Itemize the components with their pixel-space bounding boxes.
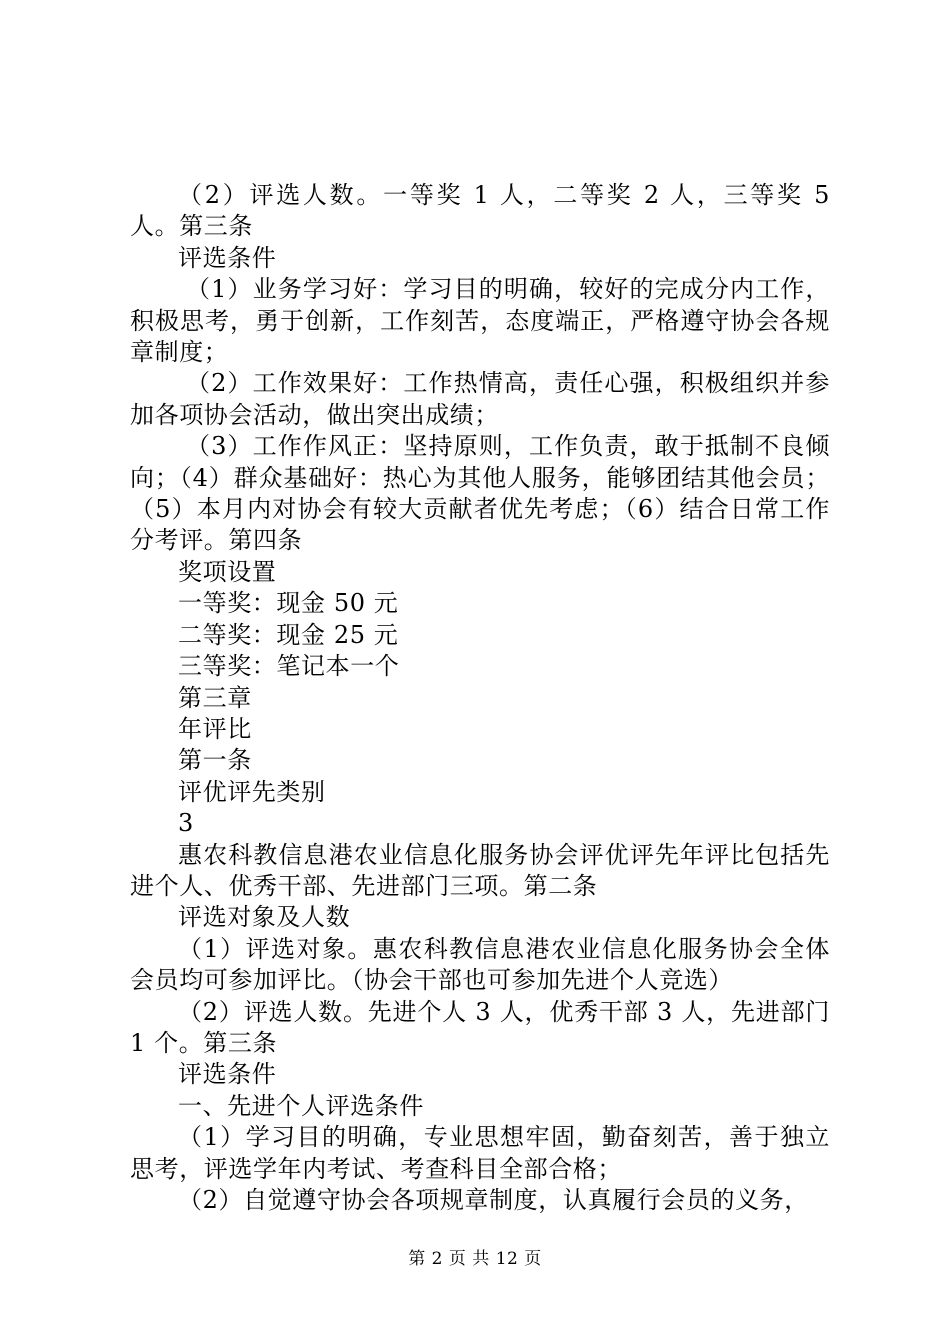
page-footer: 第 2 页 共 12 页	[408, 1249, 542, 1269]
paragraph: 一等奖：现金 50 元	[178, 589, 399, 618]
paragraph: 一、先进个人评选条件	[178, 1091, 424, 1120]
paragraph: （3）工作作风正：坚持原则，工作负责，敢于抵制不良倾向；（4）群众基础好：热心为其他人服务，能够团结其他会员；（5）本月内对协会有较大贡献者优先考虑；（6）结合日常工作分考评。第四条	[130, 432, 830, 555]
article-heading: 第一条	[178, 746, 252, 775]
paragraph: 评选条件	[178, 243, 277, 272]
paragraph: （1）学习目的明确，专业思想牢固，勤奋刻苦，善于独立思考，评选学年内考试、考查科目全部合格；	[130, 1123, 830, 1183]
paragraph: 三等奖：笔记本一个	[178, 652, 400, 681]
paragraph: （2）自觉遵守协会各项规章制度，认真履行会员的义务，	[178, 1186, 809, 1214]
paragraph: 年评比	[178, 714, 252, 743]
paragraph: 评优评先类别	[178, 777, 326, 806]
paragraph: （2）评选人数。先进个人 3 人，优秀干部 3 人，先进部门 1 个。第三条	[130, 997, 830, 1057]
paragraph: 评选对象及人数	[178, 903, 351, 932]
paragraph: 二等奖：现金 25 元	[178, 620, 399, 649]
paragraph: 惠农科教信息港农业信息化服务协会评优评先年评比包括先进个人、优秀干部、先进部门三项。第二条	[130, 840, 830, 900]
chapter-heading: 第三章	[178, 683, 252, 712]
paragraph: （2）评选人数。一等奖 1 人，二等奖 2 人，三等奖 5 人。第三条	[130, 181, 830, 241]
document-body	[130, 180, 830, 1216]
paragraph: 评选条件	[178, 1060, 277, 1089]
paragraph: 3	[178, 809, 194, 838]
paragraph: （1）评选对象。惠农科教信息港农业信息化服务协会全体会员均可参加评比。（协会干部也可参加先进个人竞选）	[130, 934, 830, 995]
paragraph: （2）工作效果好：工作热情高，责任心强，积极组织并参加各项协会活动，做出突出成绩；	[130, 369, 830, 429]
paragraph: （1）业务学习好：学习目的明确，较好的完成分内工作，积极思考，勇于创新，工作刻苦，态度端正，严格遵守协会各规章制度；	[130, 275, 830, 367]
paragraph: 奖项设置	[178, 557, 277, 586]
